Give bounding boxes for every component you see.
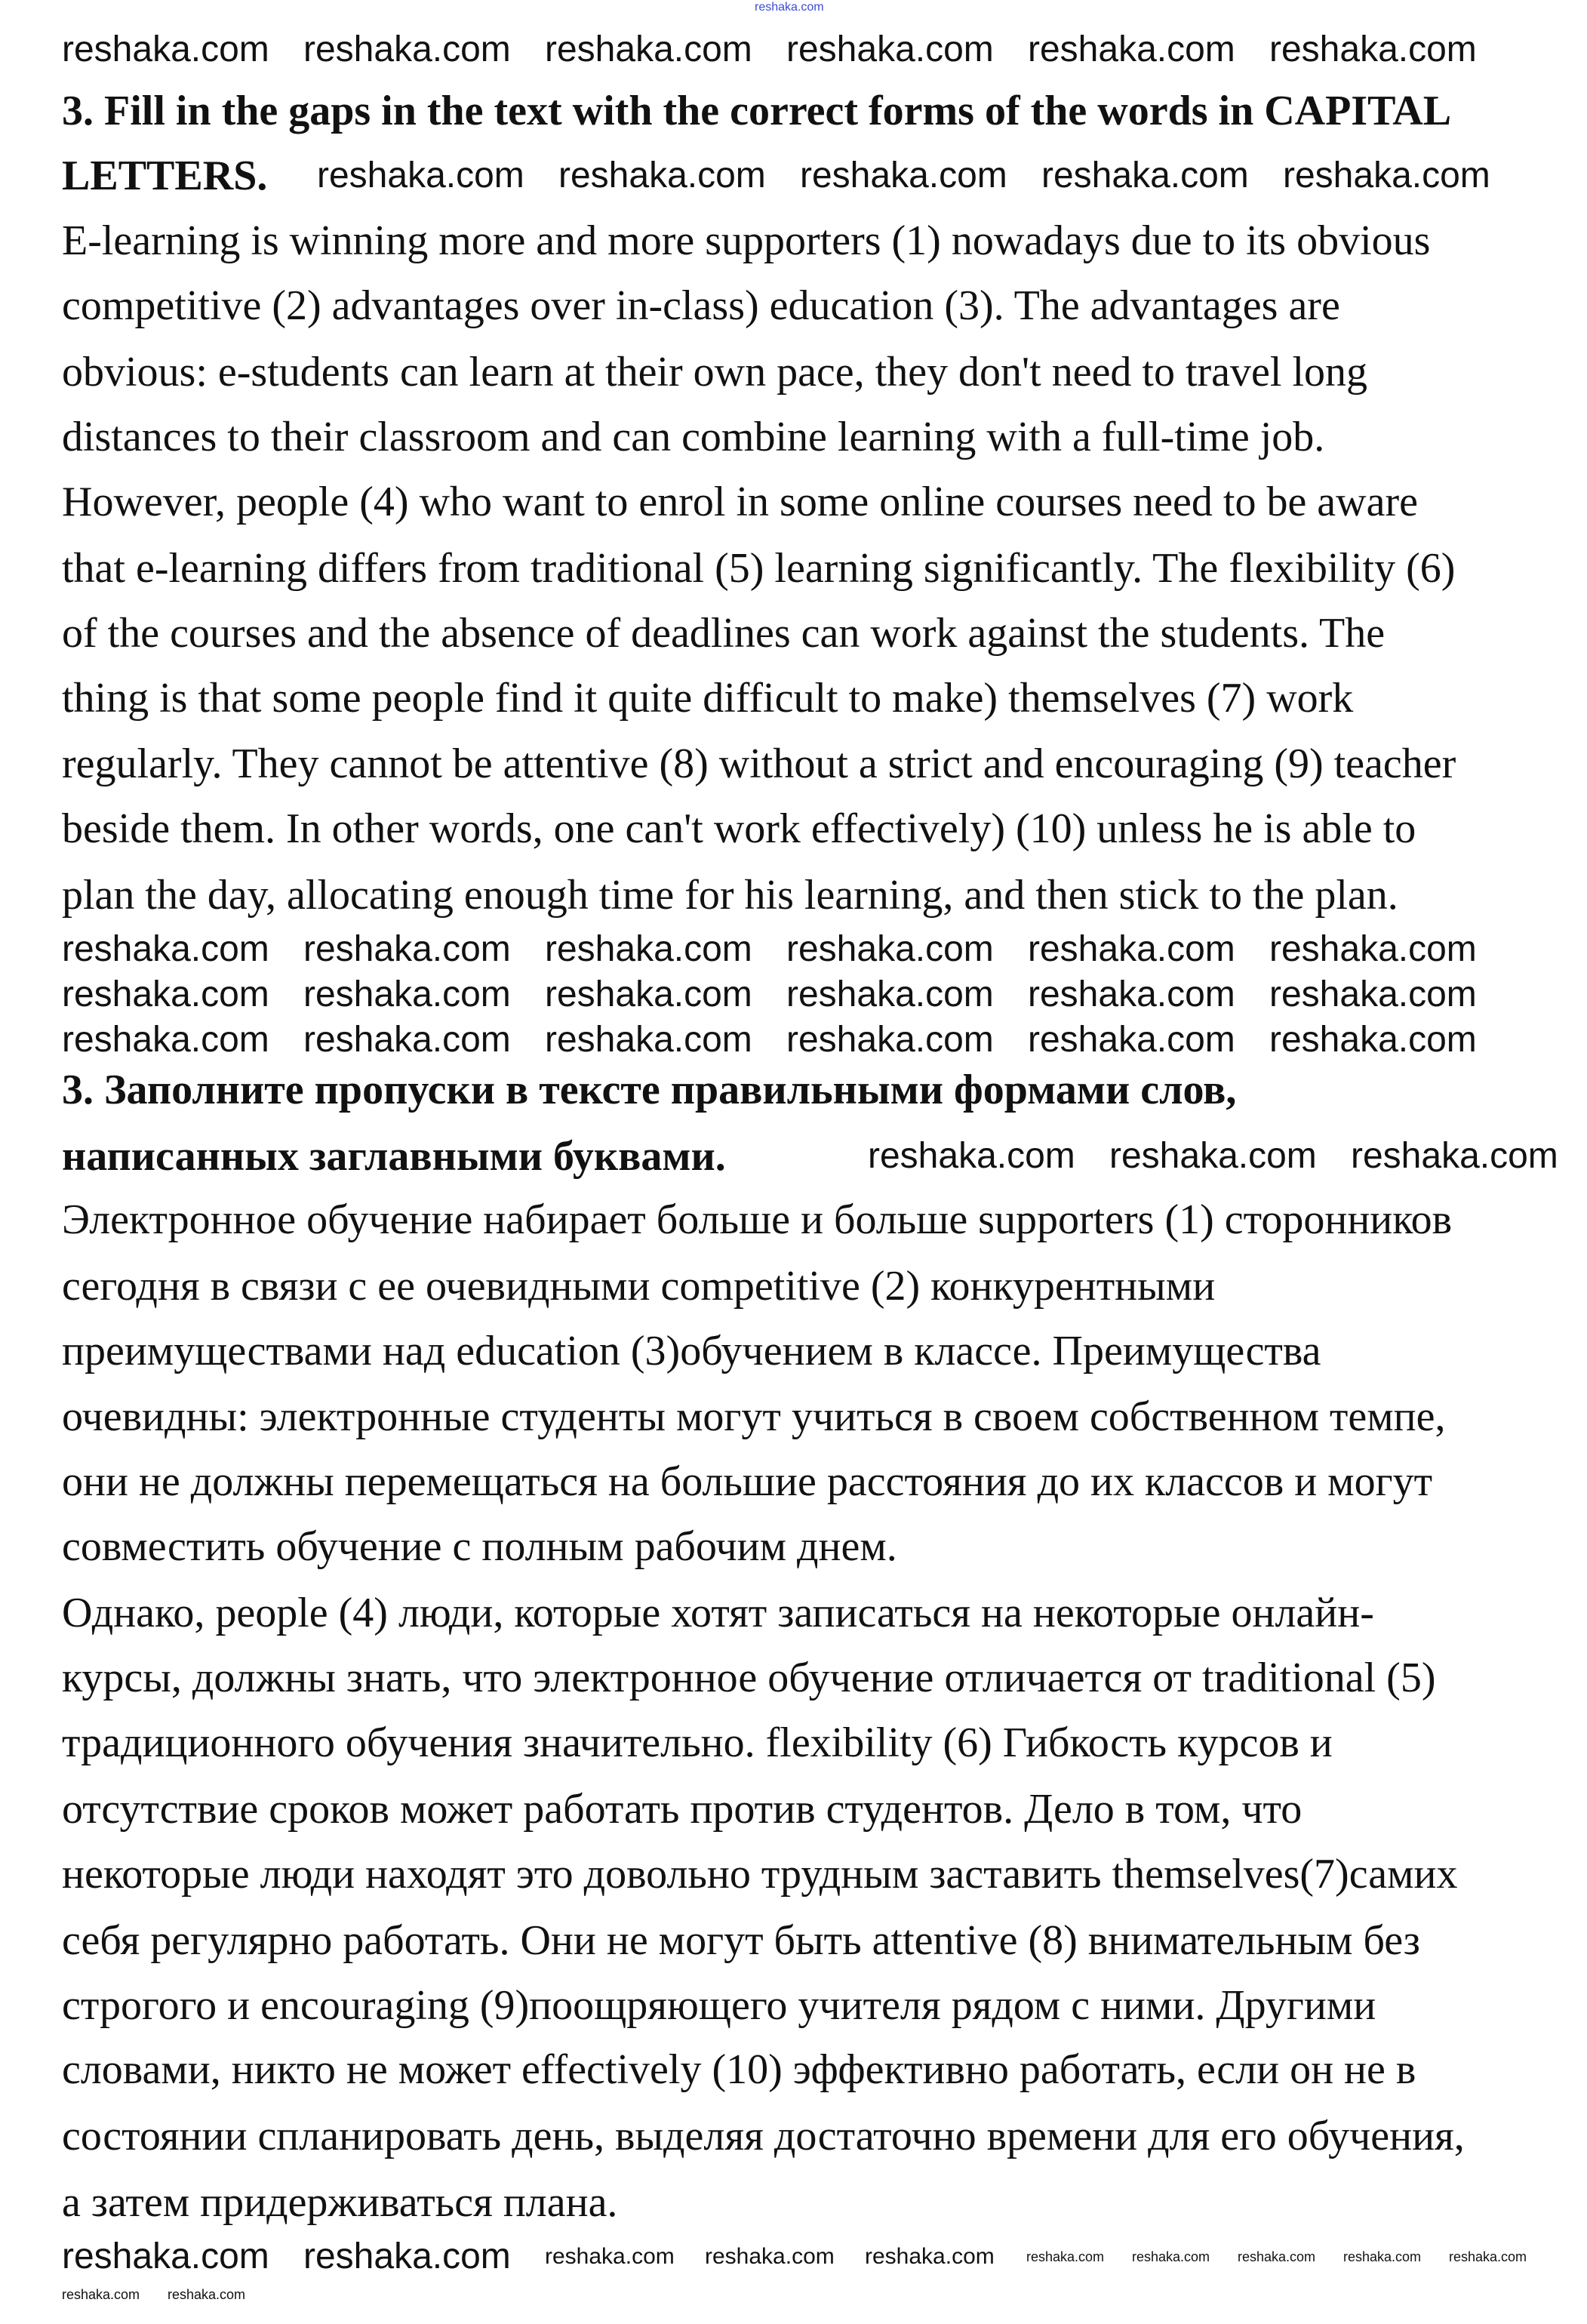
watermark: reshaka.com	[1028, 1020, 1235, 1060]
watermark: reshaka.com	[1343, 2249, 1422, 2264]
text-line-ru: курсы, должны знать, что электронное обучение отличается от traditional (5)	[62, 1655, 1436, 1702]
text-line-en: thing is that some people find it quite difficult to make) themselves (7) work	[62, 674, 1354, 722]
watermark: reshaka.com	[545, 1020, 752, 1060]
watermark: reshaka.com	[545, 29, 752, 69]
watermark: reshaka.com	[1028, 29, 1235, 69]
exercise-title-en: 3. Fill in the gaps in the text with the correct forms of the words in CAPITAL	[62, 88, 1452, 135]
text-line-ru: совместить обучение с полным рабочим днем.	[62, 1523, 897, 1571]
watermark: reshaka.com	[303, 29, 511, 69]
watermark: reshaka.com	[786, 929, 994, 969]
text-line-en: distances to their classroom and can combine learning with a full-time job.	[62, 413, 1325, 460]
watermark: reshaka.com	[303, 1020, 511, 1060]
watermark: reshaka.com	[1351, 1136, 1558, 1176]
watermark: reshaka.com	[1041, 155, 1249, 195]
text-line-en: that e-learning differs from traditional (5) learning significantly. The flexibility (6)	[62, 544, 1456, 592]
text-line-ru: традиционного обучения значительно. flexibility (6) Гибкость курсов и	[62, 1719, 1333, 1766]
watermark: reshaka.com	[168, 2287, 246, 2302]
watermark: reshaka.com	[1269, 974, 1477, 1014]
text-line-en: competitive (2) advantages over in-class) education (3). The advantages are	[62, 282, 1340, 330]
text-line-en: plan the day, allocating enough time for his learning, and then stick to the plan.	[62, 872, 1398, 919]
text-line-ru: Однако, people (4) люди, которые хотят записаться на некоторые онлайн-	[62, 1590, 1374, 1637]
watermark: reshaka.com	[62, 1020, 269, 1060]
watermark: reshaka.com	[62, 929, 269, 969]
text-line-en: obvious: e-students can learn at their own pace, they don't need to travel long	[62, 348, 1368, 396]
watermark: reshaka.com	[786, 974, 994, 1014]
watermark: reshaka.com	[545, 974, 752, 1014]
text-line-en: E-learning is winning more and more supporters (1) nowadays due to its obvious	[62, 217, 1431, 265]
text-line-ru: они не должны перемещаться на большие расстояния до их классов и могут	[62, 1458, 1433, 1506]
exercise-title-ru: написанных заглавными буквами.	[62, 1132, 726, 1180]
exercise-title-en: LETTERS.	[62, 152, 268, 200]
watermark: reshaka.com	[62, 2287, 140, 2302]
text-line-en: beside them. In other words, one can't work effectively) (10) unless he is able to	[62, 805, 1416, 853]
watermark: reshaka.com	[1449, 2249, 1527, 2264]
text-line-ru: состоянии спланировать день, выделяя достаточно времени для его обучения,	[62, 2113, 1465, 2160]
watermark: reshaka.com	[62, 974, 269, 1014]
watermark: reshaka.com	[1269, 29, 1477, 69]
watermark: reshaka.com	[62, 29, 269, 69]
watermark: reshaka.com	[786, 29, 994, 69]
text-line-ru: словами, никто не может effectively (10) эффективно работать, если он не в	[62, 2046, 1416, 2094]
exercise-title-ru: 3. Заполните пропуски в тексте правильными формами слов,	[62, 1066, 1237, 1113]
watermark: reshaka.com	[545, 2244, 675, 2269]
watermark: reshaka.com	[317, 155, 524, 195]
text-line-ru: некоторые люди находят это довольно трудным заставить themselves(7)самих	[62, 1850, 1458, 1898]
text-line-ru: себя регулярно работать. Они не могут быть attentive (8) внимательным без	[62, 1916, 1420, 1964]
text-line-ru: Электронное обучение набирает больше и больше supporters (1) сторонников	[62, 1196, 1453, 1243]
watermark: reshaka.com	[1132, 2249, 1210, 2264]
watermark: reshaka.com	[558, 155, 766, 195]
text-line-ru: преимуществами над education (3)обучением в классе. Преимущества	[62, 1327, 1321, 1374]
watermark: reshaka.com	[1028, 929, 1235, 969]
watermark: reshaka.com	[303, 929, 511, 969]
text-line-ru: очевидны: электронные студенты могут учиться в своем собственном темпе,	[62, 1393, 1446, 1441]
watermark: reshaka.com	[1026, 2249, 1105, 2264]
watermark: reshaka.com	[755, 1, 824, 14]
watermark: reshaka.com	[865, 2244, 995, 2269]
watermark: reshaka.com	[705, 2244, 835, 2269]
watermark: reshaka.com	[1028, 974, 1235, 1014]
watermark: reshaka.com	[303, 974, 511, 1014]
watermark: reshaka.com	[545, 929, 752, 969]
text-line-ru: отсутствие сроков может работать против студентов. Дело в том, что	[62, 1785, 1303, 1833]
watermark: reshaka.com	[800, 155, 1007, 195]
text-line-ru: строгого и encouraging (9)поощряющего учителя рядом с ними. Другими	[62, 1981, 1376, 2029]
watermark: reshaka.com	[786, 1020, 994, 1060]
text-line-en: of the courses and the absence of deadlines can work against the students. The	[62, 609, 1386, 657]
text-line-ru: сегодня в связи с ее очевидными competitive (2) конкурентными	[62, 1262, 1216, 1310]
watermark: reshaka.com	[1109, 1136, 1317, 1176]
watermark: reshaka.com	[303, 2236, 511, 2276]
watermark: reshaka.com	[1283, 155, 1490, 195]
watermark: reshaka.com	[1238, 2249, 1316, 2264]
text-line-en: regularly. They cannot be attentive (8) without a strict and encouraging (9) teacher	[62, 740, 1456, 788]
watermark: reshaka.com	[868, 1136, 1075, 1176]
watermark: reshaka.com	[62, 2236, 269, 2276]
text-line-en: However, people (4) who want to enrol in some online courses need to be aware	[62, 478, 1418, 525]
watermark: reshaka.com	[1269, 929, 1477, 969]
watermark: reshaka.com	[1269, 1020, 1477, 1060]
text-line-ru: а затем придерживаться плана.	[62, 2179, 618, 2227]
